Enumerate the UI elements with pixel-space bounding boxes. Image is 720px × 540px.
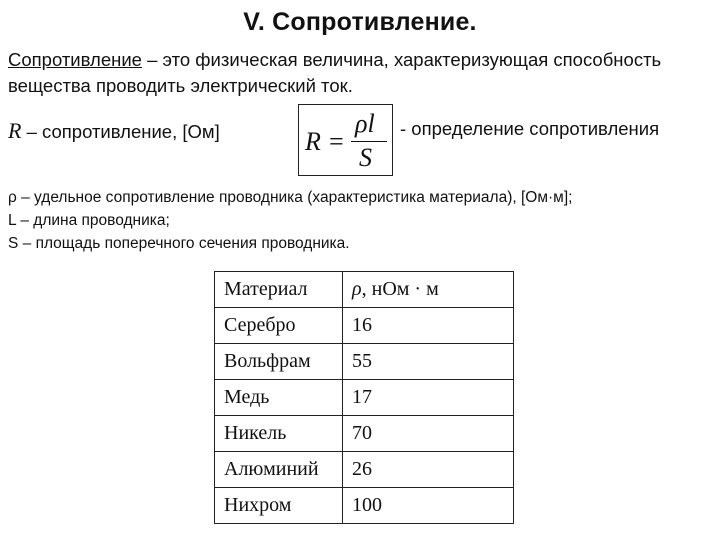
resistance-symbol: R (8, 118, 22, 143)
material-cell: Медь (215, 380, 343, 416)
table-row (215, 452, 514, 488)
table-row (215, 488, 514, 524)
header-rho-unit: , нОм · м (361, 278, 439, 300)
table-row (215, 416, 514, 452)
variable-length: L – длина проводника; (8, 212, 170, 229)
material-cell: Вольфрам (215, 344, 343, 380)
header-resistivity (343, 272, 514, 308)
formula-numerator: ρl (355, 109, 375, 138)
material-cell: Нихром (215, 488, 343, 524)
material-cell: Серебро (215, 308, 343, 344)
variable-rho: ρ – удельное сопротивление проводника (характеристика материала), [Ом·м]; (8, 189, 573, 206)
resistance-formula (298, 104, 393, 176)
value-cell: 17 (343, 380, 514, 416)
resistance-line (8, 118, 220, 144)
material-cell: Никель (215, 416, 343, 452)
formula-description: - определение сопротивления (400, 118, 660, 139)
table-row (215, 308, 514, 344)
value-cell: 100 (343, 488, 514, 524)
formula-lhs: R = (305, 127, 345, 156)
header-material: Материал (215, 272, 343, 308)
formula-fraction-bar (351, 141, 387, 142)
value-cell: 16 (343, 308, 514, 344)
material-cell: Алюминий (215, 452, 343, 488)
definition-paragraph (8, 47, 708, 99)
variables-list (8, 186, 572, 255)
header-rho-symbol: ρ (352, 278, 362, 300)
variable-area: S – площадь поперечного сечения проводника. (8, 235, 350, 252)
definition-term: Сопротивление (8, 49, 142, 70)
table-row (215, 344, 514, 380)
definition-text: – это физическая величина, характеризующая способность вещества проводить электрический ток. (8, 49, 662, 96)
table-header-row (215, 272, 514, 308)
value-cell: 26 (343, 452, 514, 488)
formula-denominator: S (359, 143, 372, 172)
value-cell: 55 (343, 344, 514, 380)
table-row (215, 380, 514, 416)
resistance-text: – сопротивление, [Ом] (21, 121, 220, 142)
resistivity-table (214, 271, 514, 524)
page-title: V. Сопротивление. (243, 8, 477, 36)
value-cell: 70 (343, 416, 514, 452)
